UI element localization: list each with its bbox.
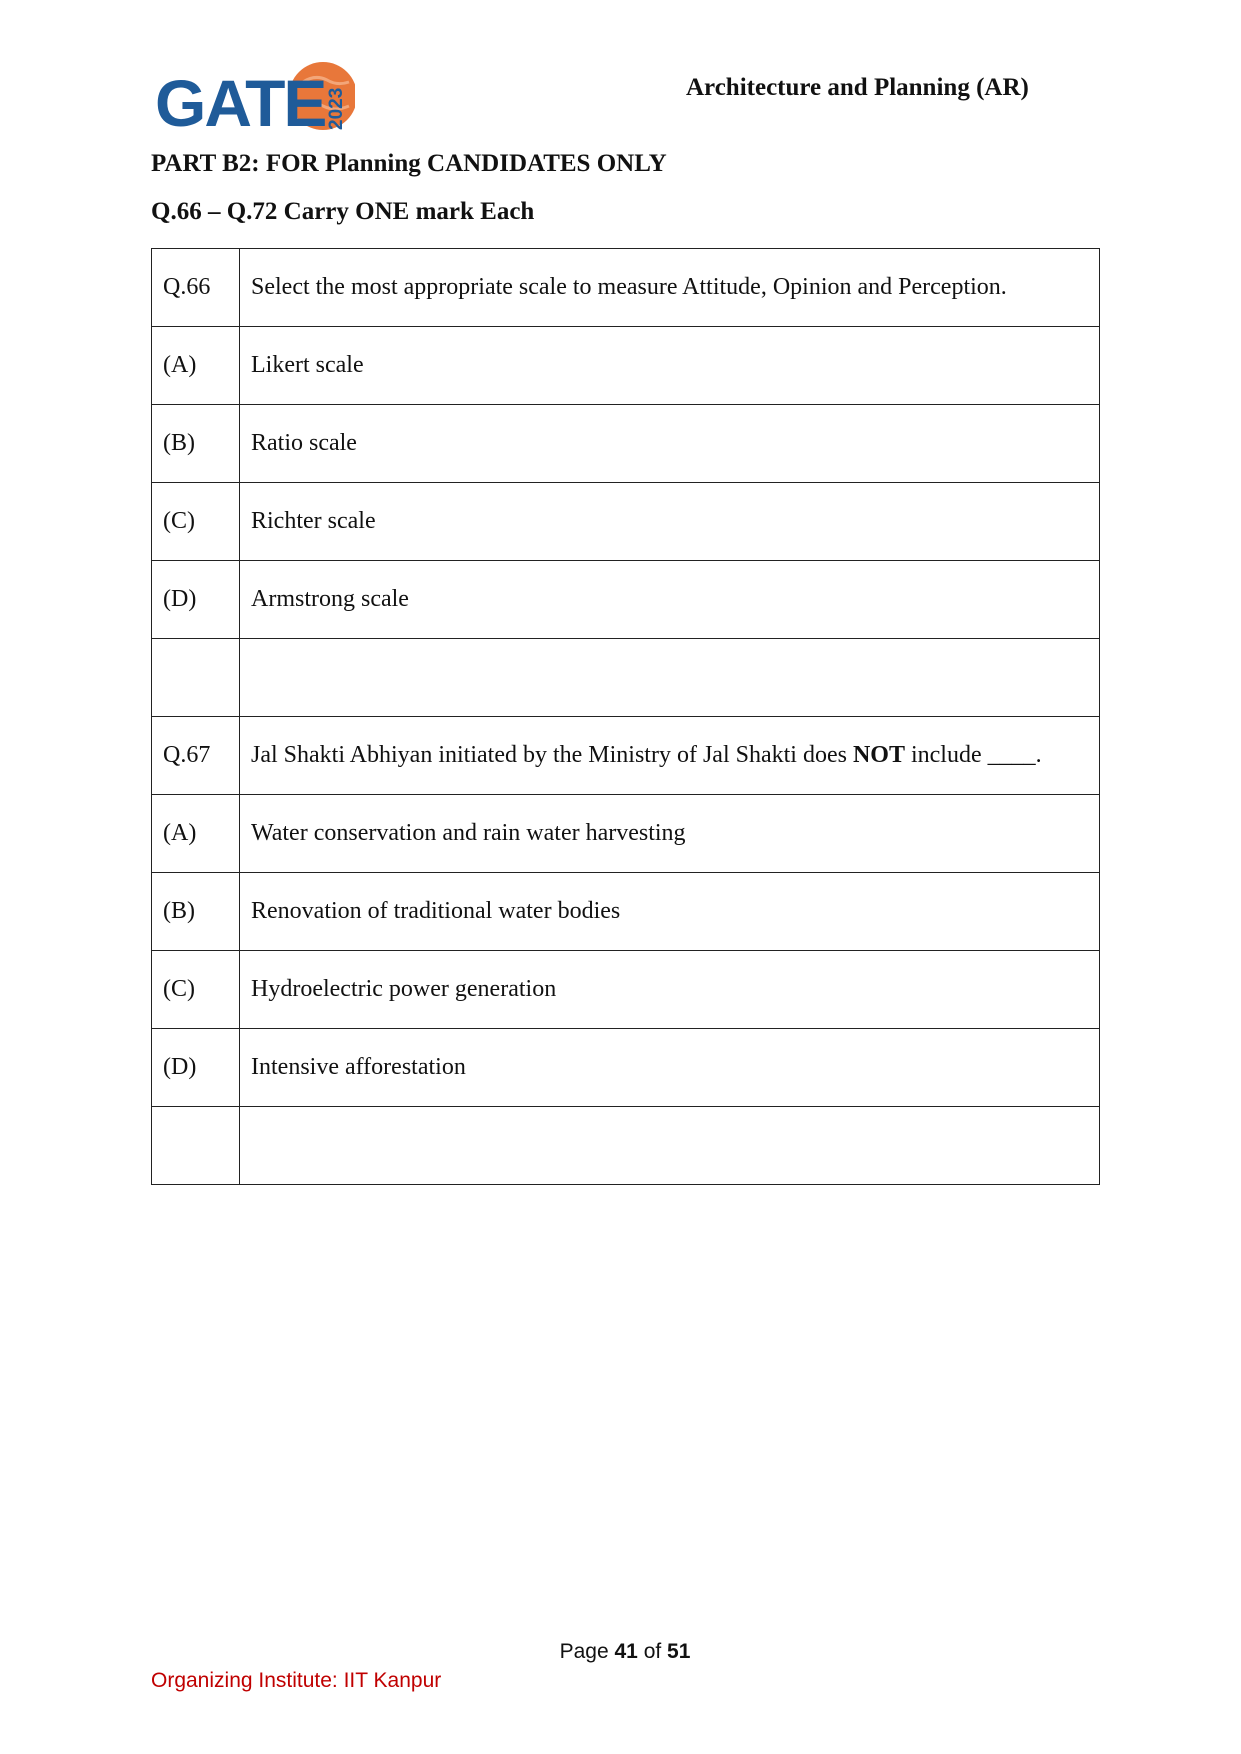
page-total: 51 <box>667 1640 691 1663</box>
option-label: (A) <box>152 327 240 405</box>
logo-text: GATE <box>155 66 326 136</box>
option-label: (C) <box>152 951 240 1029</box>
questions-table <box>151 248 1100 1185</box>
option-text: Armstrong scale <box>240 561 1100 639</box>
question-text-end: include ____. <box>904 742 1042 768</box>
marks-note: Q.66 – Q.72 Carry ONE mark Each <box>151 198 535 225</box>
question-number: Q.66 <box>152 249 240 327</box>
option-text: Ratio scale <box>240 405 1100 483</box>
option-row <box>152 951 1100 1029</box>
question-number: Q.67 <box>152 717 240 795</box>
option-label: (B) <box>152 405 240 483</box>
option-text: Intensive afforestation <box>240 1029 1100 1107</box>
question-text: Select the most appropriate scale to measure Attitude, Opinion and Perception. <box>240 249 1100 327</box>
option-row <box>152 1029 1100 1107</box>
question-text-start: Jal Shakti Abhiyan initiated by the Ministry of Jal Shakti does <box>251 742 853 768</box>
question-text <box>240 717 1100 795</box>
option-row <box>152 483 1100 561</box>
spacer-row <box>152 639 1100 717</box>
empty-cell <box>152 639 240 717</box>
page-prefix: Page <box>559 1640 609 1663</box>
option-row <box>152 873 1100 951</box>
empty-cell <box>240 1107 1100 1185</box>
organizing-institute: Organizing Institute: IIT Kanpur <box>151 1669 442 1692</box>
option-row <box>152 405 1100 483</box>
option-text: Water conservation and rain water harvesting <box>240 795 1100 873</box>
subject-title: Architecture and Planning (AR) <box>686 74 1029 101</box>
option-label: (A) <box>152 795 240 873</box>
option-text: Richter scale <box>240 483 1100 561</box>
option-text: Hydroelectric power generation <box>240 951 1100 1029</box>
logo-year: 2023 <box>326 87 347 130</box>
page-number <box>0 1640 1241 1664</box>
option-text: Renovation of traditional water bodies <box>240 873 1100 951</box>
option-label: (D) <box>152 561 240 639</box>
section-title: PART B2: FOR Planning CANDIDATES ONLY <box>151 150 667 177</box>
option-row <box>152 795 1100 873</box>
question-row <box>152 249 1100 327</box>
option-row <box>152 327 1100 405</box>
empty-cell <box>240 639 1100 717</box>
gate-2023-logo <box>155 60 355 136</box>
question-text-emphasis: NOT <box>852 742 905 768</box>
question-row <box>152 717 1100 795</box>
page-of: of <box>643 1640 662 1663</box>
page-current: 41 <box>614 1640 638 1663</box>
option-row <box>152 561 1100 639</box>
option-text: Likert scale <box>240 327 1100 405</box>
spacer-row <box>152 1107 1100 1185</box>
empty-cell <box>152 1107 240 1185</box>
option-label: (C) <box>152 483 240 561</box>
option-label: (B) <box>152 873 240 951</box>
option-label: (D) <box>152 1029 240 1107</box>
